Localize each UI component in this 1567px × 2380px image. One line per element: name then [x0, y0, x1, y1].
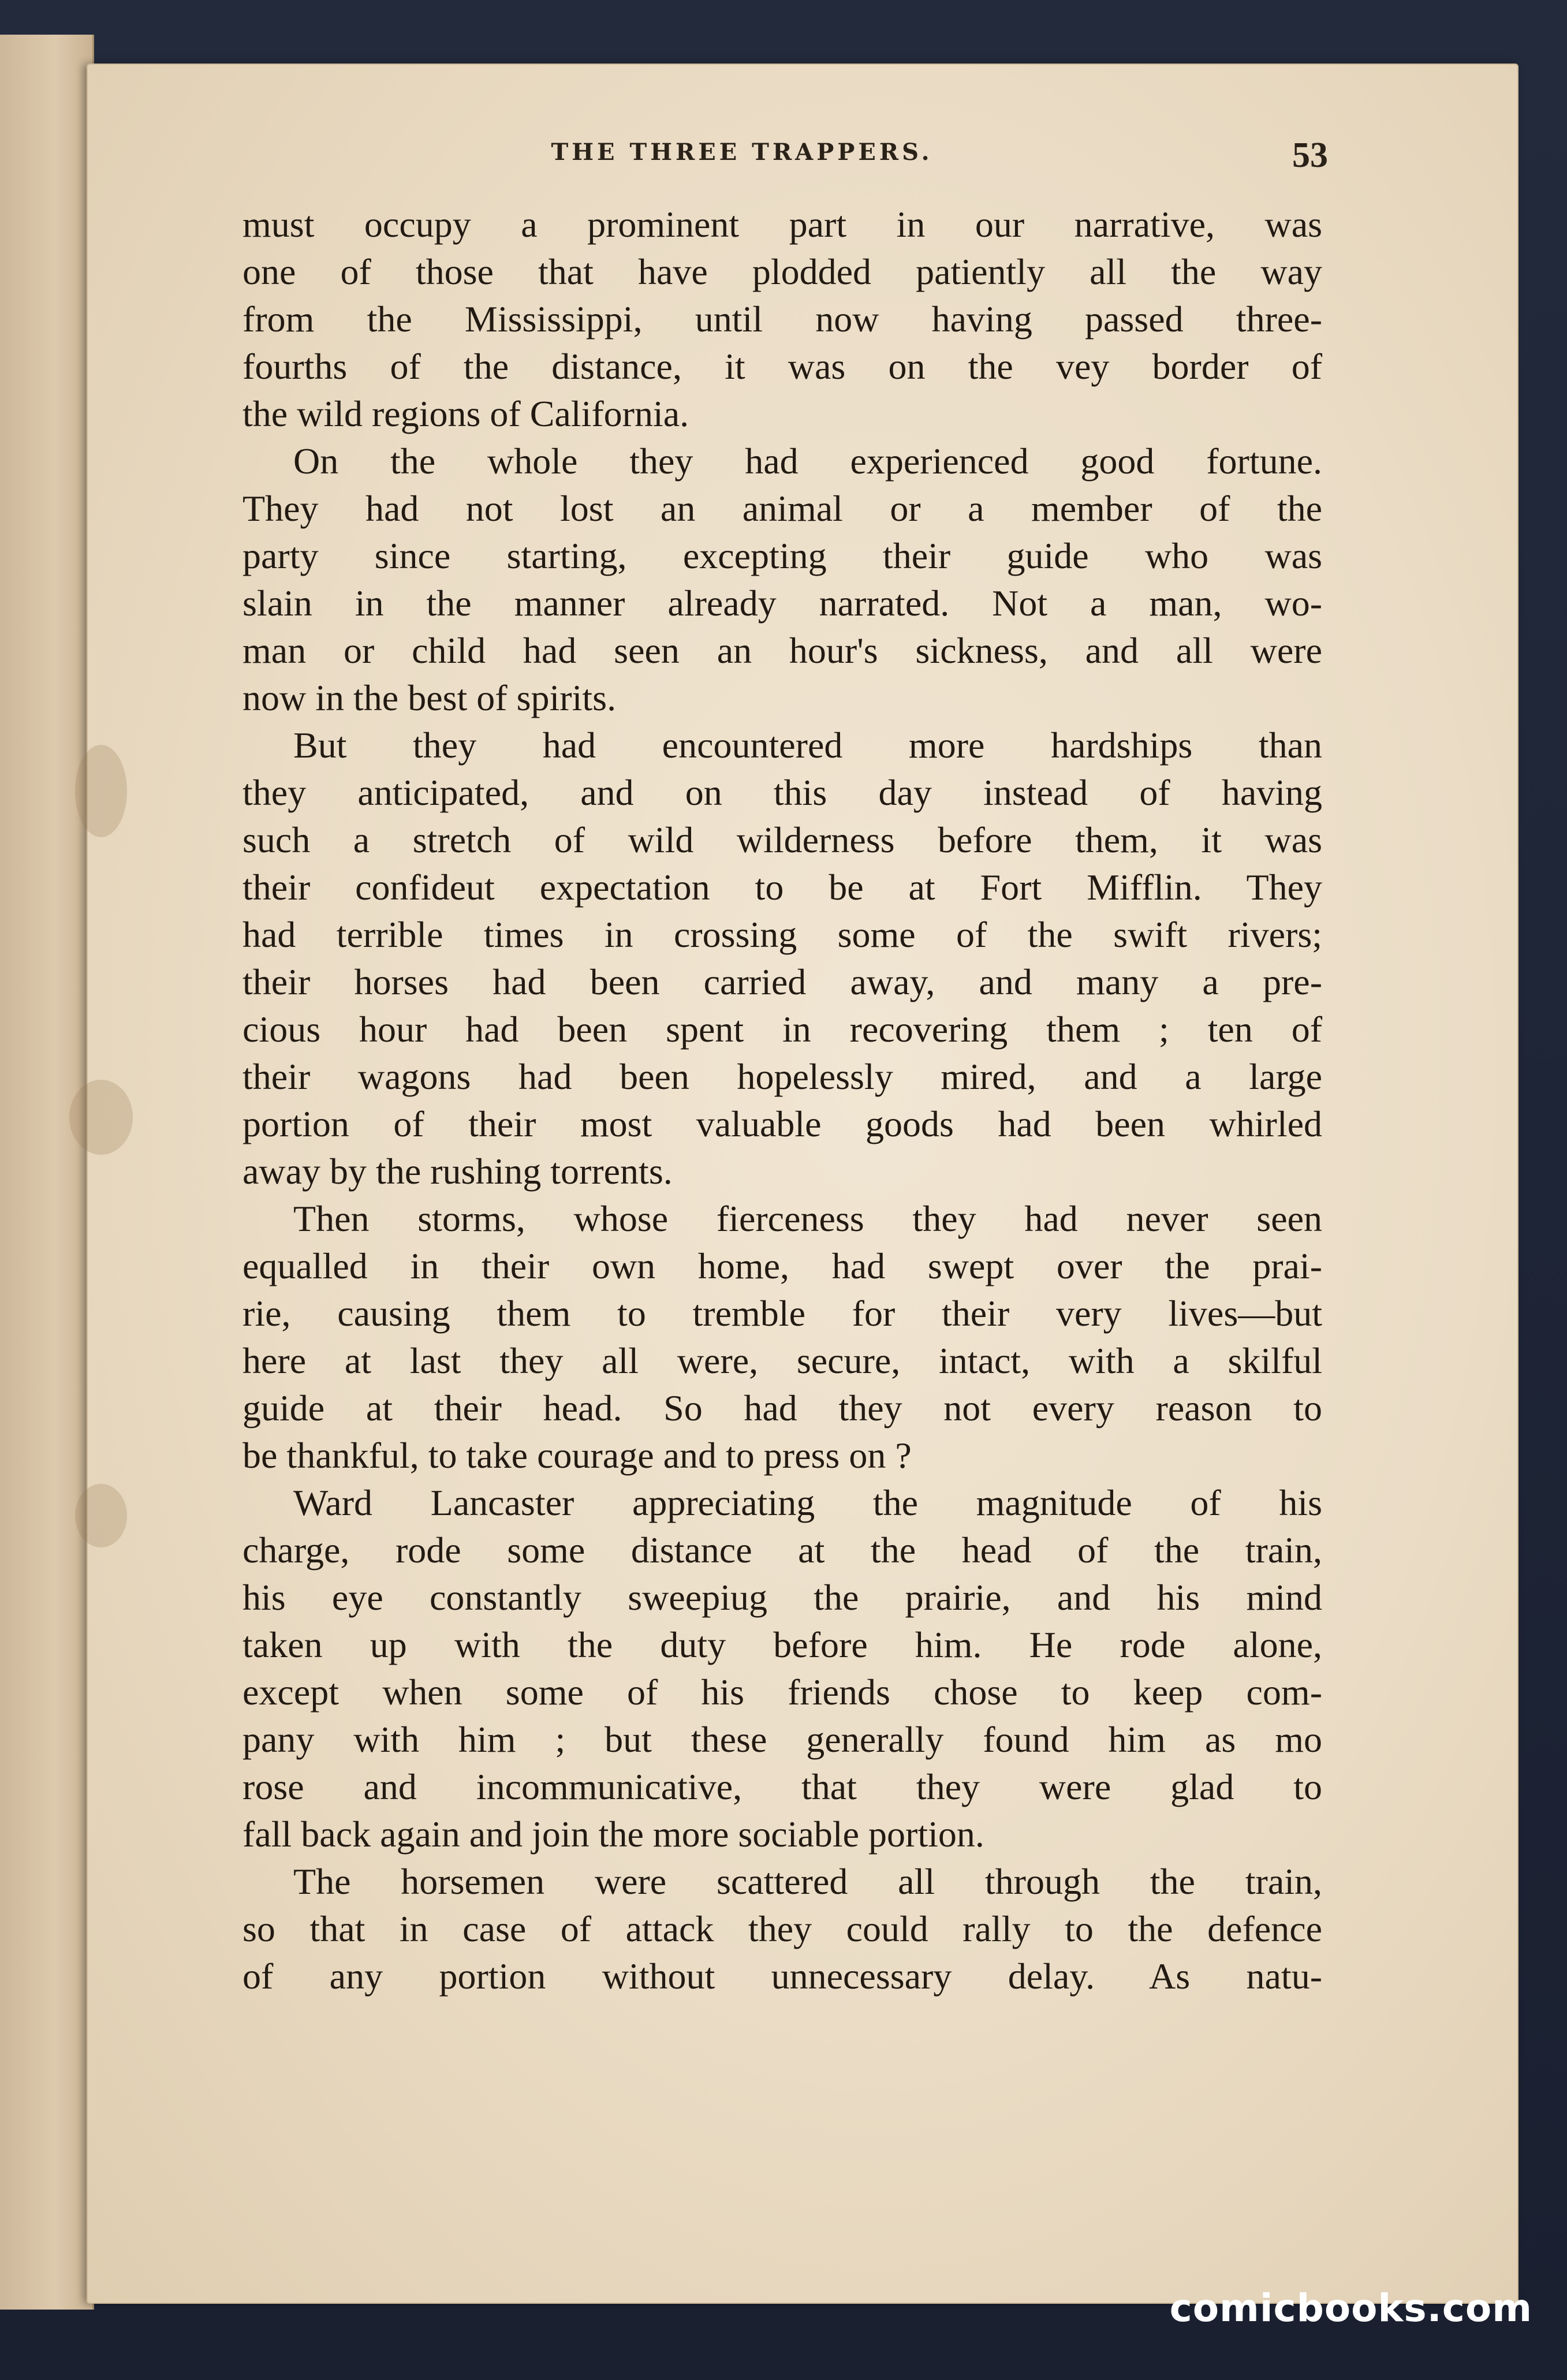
paragraph	[242, 438, 1322, 722]
text-line: their horses had been carried away, and many a pre-	[242, 961, 1322, 1002]
text-line: they anticipated, and on this day instead of having	[242, 772, 1322, 813]
paragraph	[242, 1195, 1322, 1479]
text-line: fourths of the distance, it was on the vey border of	[242, 346, 1322, 387]
text-line: slain in the manner already narrated. Not a man, wo-	[242, 583, 1322, 624]
text-line: the wild regions of California.	[242, 393, 689, 434]
text-line: here at last they all were, secure, intact, with a skilful	[242, 1340, 1322, 1381]
text-line: fall back again and join the more sociable portion.	[242, 1814, 984, 1855]
paragraph	[242, 201, 1322, 438]
running-head: THE THREE TRAPPERS.	[551, 139, 933, 166]
text-line: such a stretch of wild wilderness before them, it was	[242, 819, 1322, 860]
text-line: cious hour had been spent in recovering them ; ten of	[242, 1009, 1322, 1050]
text-line: be thankful, to take courage and to press on ?	[242, 1435, 912, 1476]
paragraph	[242, 1858, 1322, 2000]
text-line: pany with him ; but these generally found him as mo	[242, 1719, 1322, 1760]
text-line: taken up with the duty before him. He rode alone,	[242, 1624, 1322, 1665]
text-line: On the whole they had experienced good fortune.	[293, 441, 1322, 482]
page-stain	[69, 1080, 133, 1155]
text-line: except when some of his friends chose to keep com-	[242, 1672, 1322, 1713]
body-text	[242, 201, 1322, 2000]
text-line: his eye constantly sweepiug the prairie, and his mind	[242, 1577, 1322, 1618]
text-line: had terrible times in crossing some of the swift rivers;	[242, 914, 1322, 955]
text-line: portion of their most valuable goods had been whirled	[242, 1103, 1322, 1144]
page-stain	[75, 1484, 127, 1547]
text-line: from the Mississippi, until now having passed three-	[242, 299, 1322, 340]
text-line: one of those that have plodded patiently all the way	[242, 251, 1322, 292]
text-line: rose and incommunicative, that they were glad to	[242, 1766, 1322, 1807]
text-line: equalled in their own home, had swept over the prai-	[242, 1245, 1322, 1286]
text-line: now in the best of spirits.	[242, 677, 617, 718]
text-line: party since starting, excepting their guide who was	[242, 535, 1322, 576]
page-header	[156, 133, 1328, 185]
text-line: Then storms, whose fierceness they had never seen	[293, 1198, 1322, 1239]
text-line: guide at their head. So had they not every reason to	[242, 1387, 1322, 1428]
text-line: man or child had seen an hour's sickness, and all were	[242, 630, 1322, 671]
text-line: away by the rushing torrents.	[242, 1151, 673, 1192]
page-number: 53	[1292, 136, 1328, 175]
page-stain	[75, 745, 127, 837]
paragraph	[242, 722, 1322, 1195]
text-line: must occupy a prominent part in our narrative, was	[242, 204, 1322, 245]
text-line: of any portion without unnecessary delay. As natu-	[242, 1956, 1322, 1997]
text-line: But they had encountered more hardships than	[293, 725, 1322, 766]
text-line: charge, rode some distance at the head of the train,	[242, 1530, 1322, 1570]
text-line: rie, causing them to tremble for their very lives—but	[242, 1293, 1322, 1334]
text-line: Ward Lancaster appreciating the magnitude of his	[293, 1482, 1322, 1523]
watermark-logo: comicbooks.com	[1169, 2286, 1532, 2330]
text-line: their wagons had been hopelessly mired, and a large	[242, 1056, 1322, 1097]
text-line: so that in case of attack they could rally to the defence	[242, 1908, 1322, 1949]
text-line: their confideut expectation to be at Fort Mifflin. They	[242, 867, 1322, 908]
paragraph	[242, 1479, 1322, 1858]
previous-page-edge	[0, 35, 94, 2310]
text-line: They had not lost an animal or a member of the	[242, 488, 1322, 529]
text-line: The horsemen were scattered all through the train,	[293, 1861, 1322, 1902]
